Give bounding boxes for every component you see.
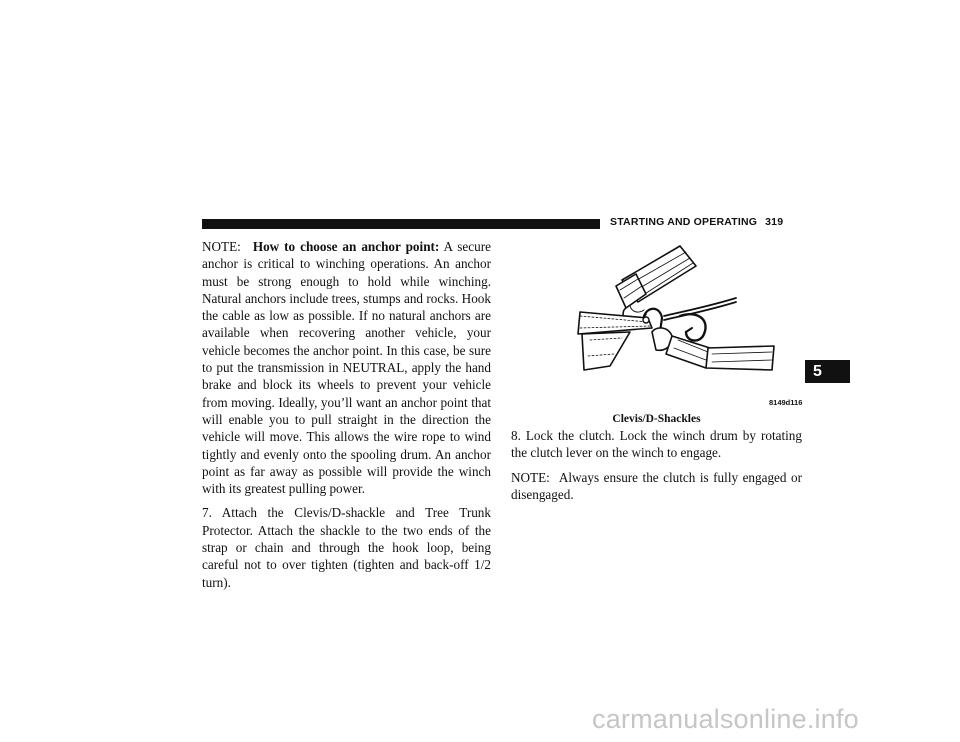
running-header xyxy=(610,216,783,228)
note-body: A secure anchor is critical to winching operations. An anchor must be strong enough to hold while winching. Natural anchors include trees, stumps and rocks. Hook the cable as low as possible. If no natural anchors are available when recovering another vehicle, your vehicle becomes the anchor point. In this case, be sure to put the transmission in NEUTRAL, apply the hand brake and block its wheels to prevent your vehicle from moving. Ideally, you’ll want an anchor point that will enable you to pull straight in the direction the vehicle will move. This allows the wire rope to wind tightly and evenly onto the spooling drum. An anchor point as far away as possible will provide the winch with its greatest pulling power. xyxy=(202,239,491,497)
header-rule xyxy=(202,219,600,229)
figure-code: 8149d116 xyxy=(769,398,803,407)
note-body: Always ensure the clutch is fully engaged or disengaged. xyxy=(511,469,802,502)
note-label: NOTE: xyxy=(202,239,241,254)
section-title: STARTING AND OPERATING xyxy=(610,216,758,228)
watermark: carmanualsonline.info xyxy=(592,704,859,734)
step-7: 7. Attach the Clevis/D-shackle and Tree Trunk Protector. Attach the shackle to the two ends of the strap or chain and through the hook loop, being careful not to over tighten (tighten and back-off 1/2 turn). xyxy=(202,505,491,590)
figure-caption: Clevis/D-Shackles xyxy=(612,413,701,425)
section-tab: 5 xyxy=(805,360,850,383)
note-label: NOTE: xyxy=(511,469,550,485)
left-column xyxy=(202,238,491,598)
right-column xyxy=(511,427,802,510)
clutch-note xyxy=(511,469,802,504)
note-bold-heading: How to choose an anchor point: xyxy=(252,239,440,254)
page-number: 319 xyxy=(765,216,784,228)
anchor-note xyxy=(202,238,491,497)
clevis-shackle-illustration xyxy=(540,236,810,414)
step-8: 8. Lock the clutch. Lock the winch drum by rotating the clutch lever on the winch to engage. xyxy=(511,428,802,461)
